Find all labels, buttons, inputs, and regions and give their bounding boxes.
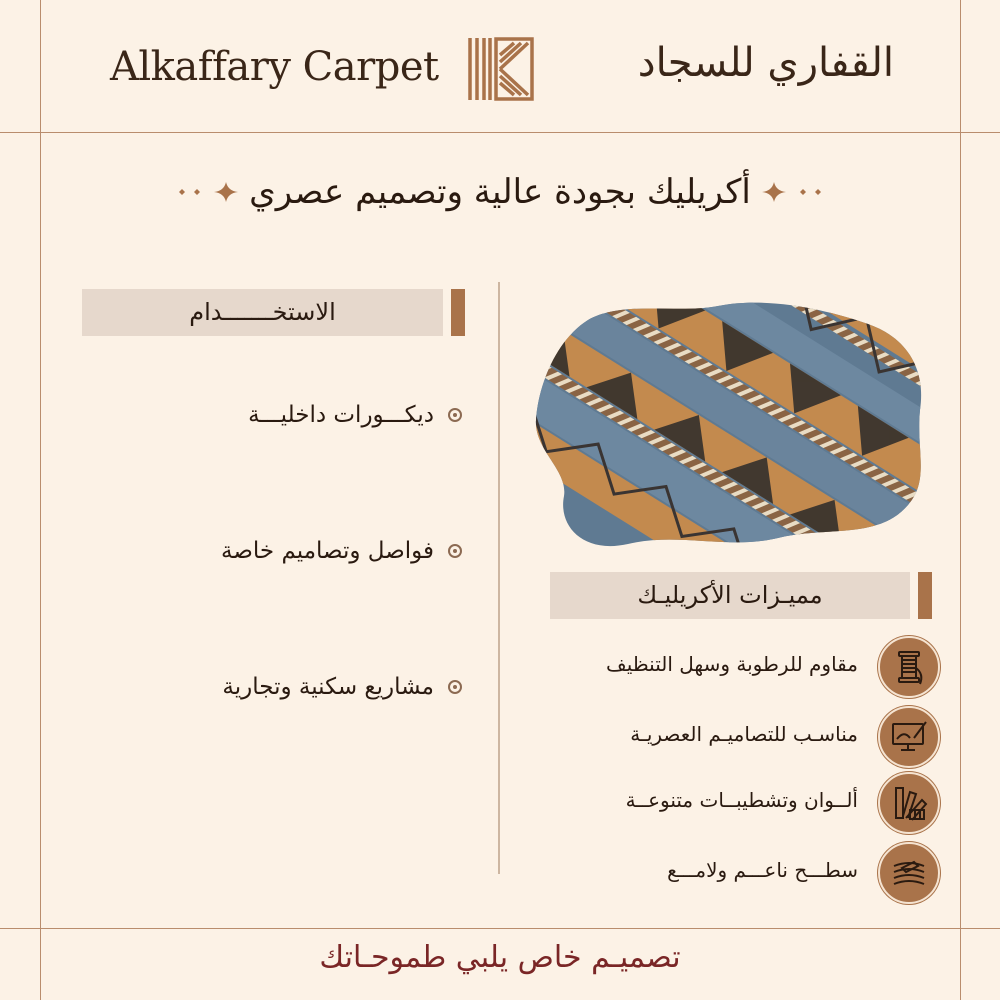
usage-item-label: ديكـــورات داخليـــة xyxy=(248,402,434,428)
usage-item xyxy=(222,674,462,700)
smooth-surface-icon xyxy=(878,842,940,904)
sparkle-right-icon xyxy=(756,182,826,202)
thread-spool-icon xyxy=(878,636,940,698)
bullet-icon xyxy=(448,408,462,422)
carpet-image xyxy=(528,300,930,550)
brand-name-arabic: القفاري للسجاد xyxy=(637,40,894,86)
frame-line-top xyxy=(0,132,1000,133)
feature-item-label: ألــوان وتشطيبــات متنوعــة xyxy=(625,788,858,812)
features-section-header xyxy=(550,572,910,619)
headline-text: أكريليك بجودة عالية وتصميم عصري xyxy=(249,172,751,212)
bullet-icon xyxy=(448,544,462,558)
bullet-icon xyxy=(448,680,462,694)
usage-title: الاستخـــــــدام xyxy=(189,298,336,326)
footer-tagline: تصميـم خاص يلبي طموحـاتك xyxy=(319,940,681,975)
brand-logo-icon xyxy=(466,36,536,102)
usage-item xyxy=(248,402,462,428)
color-swatch-icon xyxy=(878,772,940,834)
design-monitor-icon xyxy=(878,706,940,768)
feature-item-label: سطـــح ناعـــم ولامـــع xyxy=(667,858,858,882)
features-title: مميـزات الأكريليـك xyxy=(637,581,823,609)
frame-line-right xyxy=(960,0,961,1000)
frame-line-left xyxy=(40,0,41,1000)
brand-name-english: Alkaffary Carpet xyxy=(110,44,439,90)
headline-row xyxy=(0,172,1000,212)
sparkle-left-icon xyxy=(174,182,244,202)
usage-section-header xyxy=(82,289,443,336)
usage-item xyxy=(221,538,462,564)
feature-item-label: مقاوم للرطوبة وسهل التنظيف xyxy=(606,652,858,676)
usage-item-label: مشاريع سكنية وتجارية xyxy=(222,674,434,700)
usage-item-label: فواصل وتصاميم خاصة xyxy=(221,538,434,564)
column-divider xyxy=(498,282,500,874)
usage-header-accent xyxy=(451,289,465,336)
frame-line-bottom xyxy=(0,928,1000,929)
feature-item-label: مناسـب للتصاميـم العصريـة xyxy=(630,722,858,746)
features-header-accent xyxy=(918,572,932,619)
